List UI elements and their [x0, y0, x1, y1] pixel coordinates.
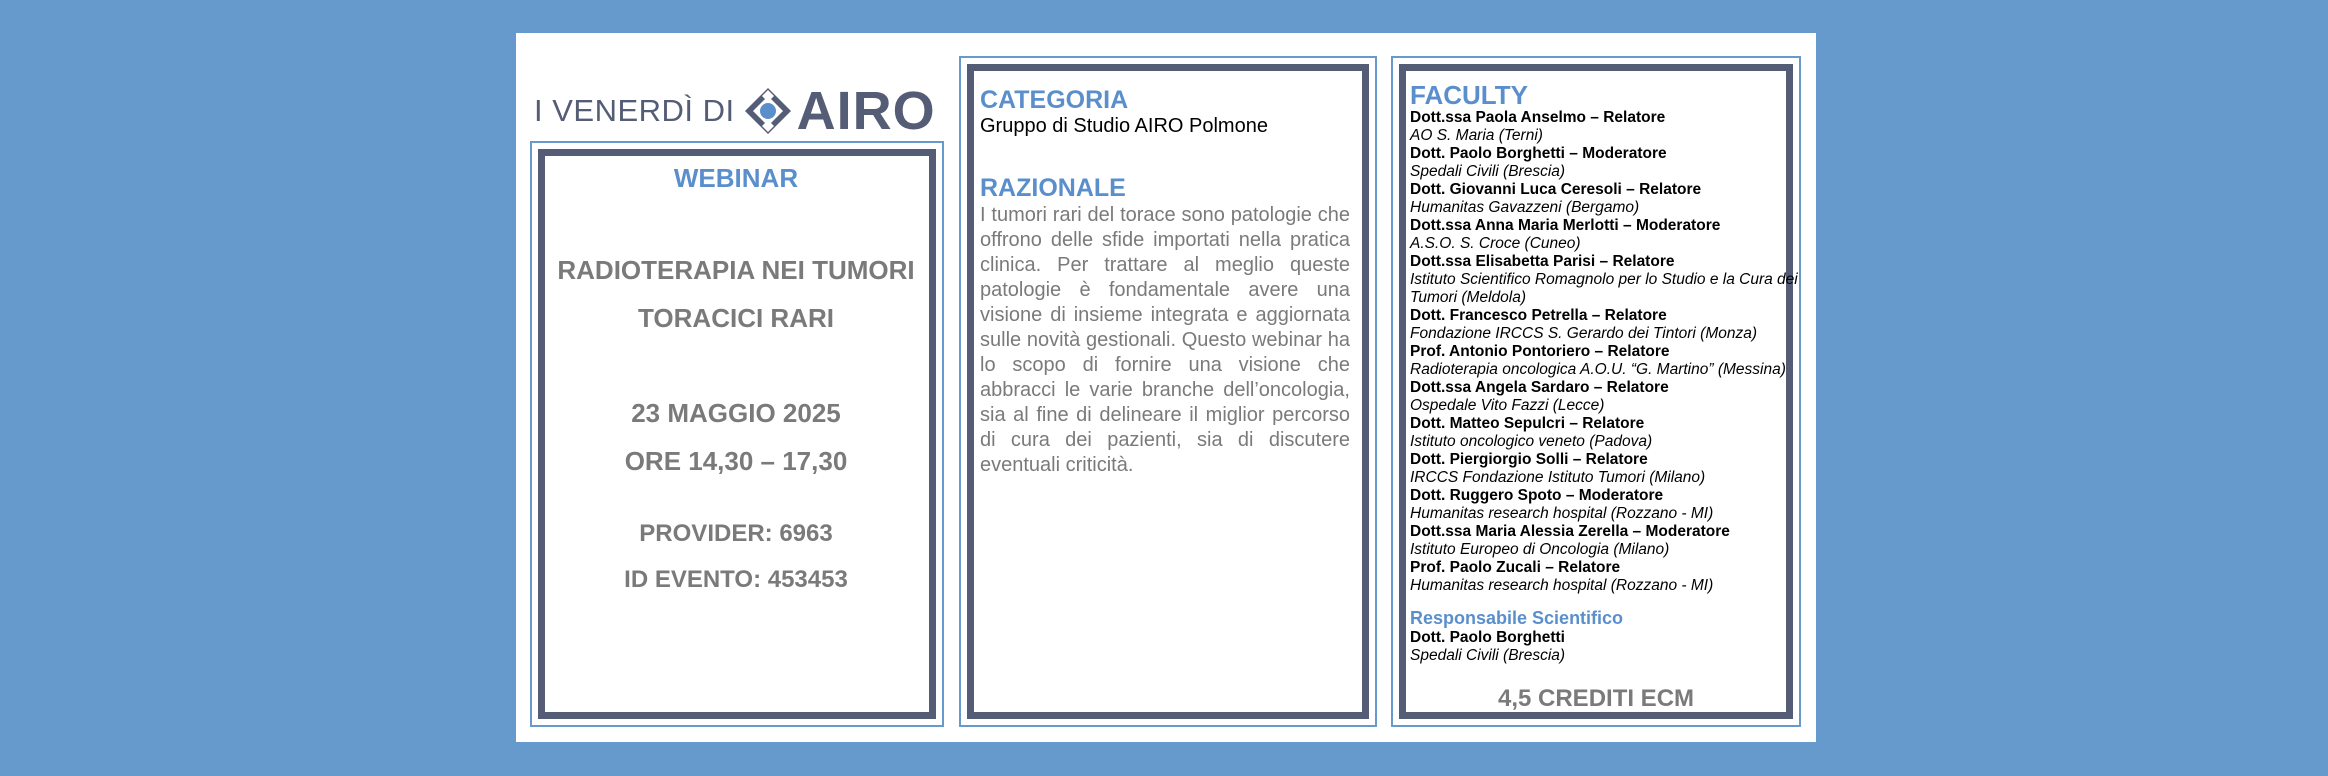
flyer-sheet	[516, 33, 1816, 742]
event-date: 23 MAGGIO 2025	[631, 398, 841, 428]
faculty-affiliation: Ospedale Vito Fazzi (Lecce)	[1410, 397, 1605, 414]
scientific-name: Dott. Paolo Borghetti	[1410, 629, 1565, 646]
logo-prefix: I VENERDÌ DI	[534, 93, 735, 128]
credits-label: 4,5 CREDITI ECM	[1497, 685, 1695, 712]
faculty-affiliation: Istituto oncologico veneto (Padova)	[1410, 433, 1653, 450]
faculty-affiliation: AO S. Maria (Terni)	[1410, 127, 1543, 144]
faculty-item	[1410, 109, 1800, 145]
provider-label: PROVIDER: 6963	[639, 520, 833, 547]
faculty-item	[1410, 379, 1800, 415]
faculty-item	[1410, 523, 1800, 559]
faculty-item	[1410, 145, 1800, 181]
faculty-heading: FACULTY	[1410, 80, 1528, 110]
faculty-item	[1410, 307, 1800, 343]
left-panel-content	[516, 163, 956, 603]
faculty-item	[1410, 559, 1800, 595]
faculty-name: Dott.ssa Maria Alessia Zerella – Moderatore	[1410, 523, 1730, 540]
category-value: Gruppo di Studio AIRO Polmone	[980, 115, 1268, 137]
faculty-name: Dott. Matteo Sepulcri – Relatore	[1410, 415, 1645, 432]
scientific-heading: Responsabile Scientifico	[1410, 608, 1624, 628]
faculty-affiliation: Humanitas research hospital (Rozzano - MI)	[1410, 505, 1714, 522]
scientific-affiliation: Spedali Civili (Brescia)	[1410, 647, 1566, 664]
airo-logo	[534, 83, 944, 139]
faculty-name: Dott. Ruggero Spoto – Moderatore	[1410, 487, 1664, 504]
faculty-name: Dott. Francesco Petrella – Relatore	[1410, 307, 1667, 324]
webinar-label: WEBINAR	[673, 163, 799, 193]
faculty-name: Dott.ssa Angela Sardaro – Relatore	[1410, 379, 1669, 396]
category-heading: CATEGORIA	[980, 86, 1129, 114]
faculty-affiliation: Humanitas research hospital (Rozzano - MI)	[1410, 577, 1714, 594]
faculty-affiliation: Fondazione IRCCS S. Gerardo dei Tintori (Monza)	[1410, 325, 1758, 342]
faculty-item	[1410, 253, 1800, 307]
faculty-name: Dott. Paolo Borghetti – Moderatore	[1410, 145, 1667, 162]
rationale-text: I tumori rari del torace sono patologie che offrono delle sfide importati nella pratica clinica. Per trattare al meglio queste patologie è fondamentale avere una visione di insieme integrata e aggiornata sulle novità gestionali. Questo webinar ha lo scopo di fornire una visione che abbracci le varie branche dell’oncologia, sia al fine di delineare il miglior percorso di cura dei pazienti, sia di discutere eventuali criticità.	[980, 204, 1350, 476]
faculty-affiliation: Istituto Scientifico Romagnolo per lo Studio e la Cura dei Tumori (Meldola)	[1410, 271, 1798, 306]
faculty-name: Dott.ssa Anna Maria Merlotti – Moderatore	[1410, 217, 1721, 234]
faculty-item	[1410, 343, 1800, 379]
right-panel-content	[1410, 81, 1800, 665]
event-id-label: ID EVENTO: 453453	[624, 566, 848, 593]
faculty-name: Dott. Piergiorgio Solli – Relatore	[1410, 451, 1648, 468]
event-title-line1: RADIOTERAPIA NEI TUMORI	[557, 255, 915, 285]
faculty-name: Dott. Giovanni Luca Ceresoli – Relatore	[1410, 181, 1702, 198]
faculty-affiliation: Istituto Europeo di Oncologia (Milano)	[1410, 541, 1670, 558]
faculty-affiliation: Humanitas Gavazzeni (Bergamo)	[1410, 199, 1640, 216]
faculty-item	[1410, 487, 1800, 523]
faculty-name: Dott.ssa Elisabetta Parisi – Relatore	[1410, 253, 1675, 270]
faculty-affiliation: A.S.O. S. Croce (Cuneo)	[1410, 235, 1581, 252]
airo-mark-icon	[743, 86, 793, 136]
faculty-list	[1410, 109, 1800, 595]
event-time: ORE 14,30 – 17,30	[624, 446, 848, 476]
rationale-heading: RAZIONALE	[980, 174, 1126, 202]
faculty-name: Dott.ssa Paola Anselmo – Relatore	[1410, 109, 1666, 126]
middle-panel-content	[980, 86, 1350, 478]
faculty-item	[1410, 415, 1800, 451]
faculty-name: Prof. Antonio Pontoriero – Relatore	[1410, 343, 1670, 360]
faculty-affiliation: Spedali Civili (Brescia)	[1410, 163, 1566, 180]
event-title-line2: TORACICI RARI	[638, 303, 834, 333]
faculty-name: Prof. Paolo Zucali – Relatore	[1410, 559, 1621, 576]
faculty-item	[1410, 181, 1800, 217]
faculty-affiliation: IRCCS Fondazione Istituto Tumori (Milano)	[1410, 469, 1706, 486]
logo-brand: AIRO	[796, 81, 936, 141]
faculty-item	[1410, 451, 1800, 487]
faculty-item	[1410, 217, 1800, 253]
faculty-affiliation: Radioterapia oncologica A.O.U. “G. Martino” (Messina)	[1410, 361, 1786, 378]
